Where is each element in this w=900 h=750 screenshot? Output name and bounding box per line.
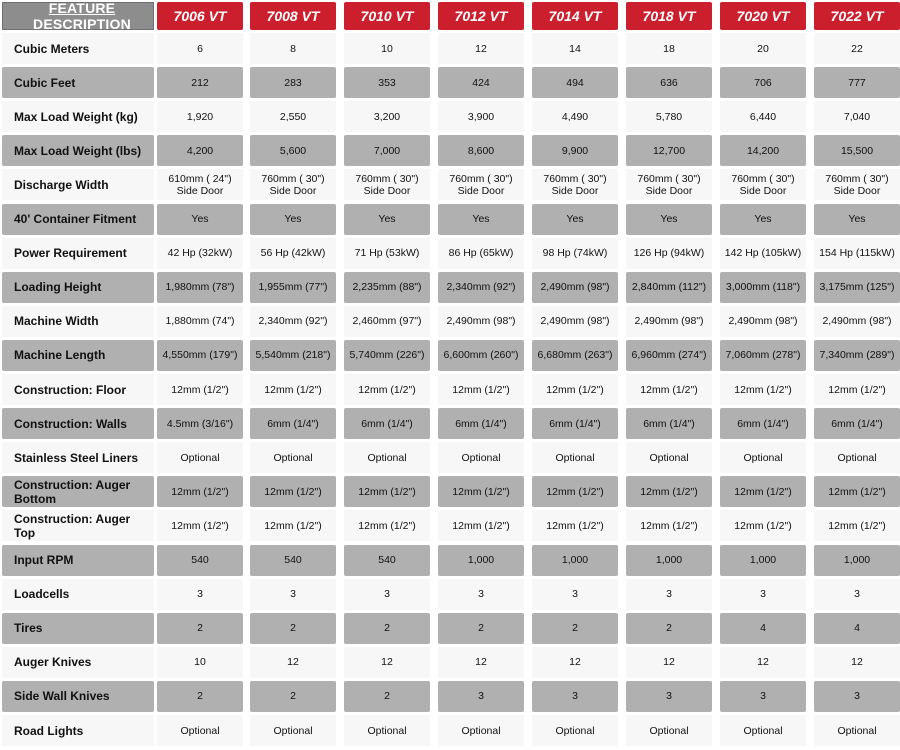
table-cell: 3 <box>532 681 618 712</box>
table-cell: Yes <box>532 204 618 235</box>
table-cell: 540 <box>157 545 243 576</box>
model-header-3: 7010 VT <box>344 2 430 30</box>
table-cell: 3 <box>344 579 430 610</box>
table-cell: 12 <box>438 33 524 64</box>
table-cell: 12mm (1/2") <box>344 476 430 507</box>
table-cell: 6mm (1/4") <box>438 408 524 439</box>
table-cell: 6mm (1/4") <box>626 408 712 439</box>
table-cell: 98 Hp (74kW) <box>532 238 618 269</box>
table-cell: 12mm (1/2") <box>626 476 712 507</box>
table-cell: 1,000 <box>626 545 712 576</box>
table-cell: Optional <box>438 442 524 473</box>
table-cell: 10 <box>344 33 430 64</box>
model-header-4: 7012 VT <box>438 2 524 30</box>
table-cell: 12mm (1/2") <box>438 374 524 405</box>
table-cell: 5,600 <box>250 135 336 166</box>
table-cell: 12 <box>814 647 900 678</box>
table-cell: 2,340mm (92") <box>438 272 524 303</box>
table-cell: 9,900 <box>532 135 618 166</box>
table-cell: 540 <box>344 545 430 576</box>
table-cell: 760mm ( 30") Side Door <box>250 169 336 200</box>
row-label: Loading Height <box>2 272 154 303</box>
table-cell: 12mm (1/2") <box>814 510 900 541</box>
table-cell: 3 <box>157 579 243 610</box>
table-cell: 1,000 <box>532 545 618 576</box>
table-cell: 2 <box>344 613 430 644</box>
table-cell: 20 <box>720 33 806 64</box>
table-cell: 4.5mm (3/16") <box>157 408 243 439</box>
table-cell: 12mm (1/2") <box>626 510 712 541</box>
table-cell: 3 <box>814 681 900 712</box>
table-cell: 142 Hp (105kW) <box>720 238 806 269</box>
model-header-8: 7022 VT <box>814 2 900 30</box>
table-cell: 5,540mm (218") <box>250 340 336 371</box>
table-cell: 2,490mm (98") <box>438 306 524 337</box>
table-cell: Yes <box>438 204 524 235</box>
table-cell: 3 <box>720 681 806 712</box>
row-label: Loadcells <box>2 579 154 610</box>
table-cell: 12mm (1/2") <box>344 374 430 405</box>
table-cell: 12 <box>532 647 618 678</box>
table-cell: 7,040 <box>814 101 900 132</box>
table-cell: Optional <box>157 715 243 746</box>
table-cell: 2 <box>157 681 243 712</box>
table-cell: Optional <box>250 442 336 473</box>
table-cell: 1,955mm (77") <box>250 272 336 303</box>
model-header-5: 7014 VT <box>532 2 618 30</box>
table-cell: 494 <box>532 67 618 98</box>
row-label: 40' Container Fitment <box>2 204 154 235</box>
table-cell: 6mm (1/4") <box>532 408 618 439</box>
model-header-2: 7008 VT <box>250 2 336 30</box>
table-cell: 10 <box>157 647 243 678</box>
table-cell: 5,740mm (226") <box>344 340 430 371</box>
table-cell: 760mm ( 30") Side Door <box>532 169 618 200</box>
table-cell: 12 <box>344 647 430 678</box>
table-cell: 3,900 <box>438 101 524 132</box>
table-cell: 6mm (1/4") <box>344 408 430 439</box>
table-cell: 777 <box>814 67 900 98</box>
table-cell: 12mm (1/2") <box>157 510 243 541</box>
table-cell: 7,000 <box>344 135 430 166</box>
table-cell: 760mm ( 30") Side Door <box>626 169 712 200</box>
table-cell: 3 <box>626 579 712 610</box>
table-cell: 22 <box>814 33 900 64</box>
table-cell: 1,920 <box>157 101 243 132</box>
table-cell: 540 <box>250 545 336 576</box>
table-cell: 283 <box>250 67 336 98</box>
table-cell: 3,200 <box>344 101 430 132</box>
table-cell: Optional <box>532 442 618 473</box>
table-cell: 5,780 <box>626 101 712 132</box>
table-cell: 1,000 <box>438 545 524 576</box>
table-cell: Optional <box>344 442 430 473</box>
table-cell: 14 <box>532 33 618 64</box>
table-cell: Yes <box>720 204 806 235</box>
table-cell: 4,200 <box>157 135 243 166</box>
model-header-1: 7006 VT <box>157 2 243 30</box>
table-cell: Optional <box>814 442 900 473</box>
table-cell: 610mm ( 24") Side Door <box>157 169 243 200</box>
table-cell: 12 <box>626 647 712 678</box>
table-cell: 6,440 <box>720 101 806 132</box>
table-cell: 3 <box>438 681 524 712</box>
table-cell: 2 <box>157 613 243 644</box>
table-cell: 353 <box>344 67 430 98</box>
table-cell: 4 <box>814 613 900 644</box>
table-cell: 12mm (1/2") <box>720 510 806 541</box>
table-cell: 6mm (1/4") <box>720 408 806 439</box>
table-cell: 1,000 <box>720 545 806 576</box>
table-cell: 3 <box>720 579 806 610</box>
feature-description-header: FEATURE DESCRIPTION <box>2 2 154 30</box>
table-cell: 12mm (1/2") <box>438 476 524 507</box>
table-cell: 12mm (1/2") <box>438 510 524 541</box>
table-cell: Optional <box>250 715 336 746</box>
table-cell: 8,600 <box>438 135 524 166</box>
table-cell: 12mm (1/2") <box>720 476 806 507</box>
table-cell: 12mm (1/2") <box>250 476 336 507</box>
table-cell: 2,235mm (88") <box>344 272 430 303</box>
row-label: Construction: Auger Top <box>2 510 154 541</box>
table-cell: 1,980mm (78") <box>157 272 243 303</box>
table-cell: 12 <box>720 647 806 678</box>
table-cell: 12mm (1/2") <box>814 374 900 405</box>
table-cell: Optional <box>532 715 618 746</box>
table-cell: 86 Hp (65kW) <box>438 238 524 269</box>
row-label: Construction: Auger Bottom <box>2 476 154 507</box>
table-cell: 6,680mm (263") <box>532 340 618 371</box>
table-cell: 760mm ( 30") Side Door <box>720 169 806 200</box>
row-label: Cubic Feet <box>2 67 154 98</box>
table-cell: 154 Hp (115kW) <box>814 238 900 269</box>
table-cell: 1,880mm (74") <box>157 306 243 337</box>
table-cell: 1,000 <box>814 545 900 576</box>
model-header-7: 7020 VT <box>720 2 806 30</box>
table-cell: 6mm (1/4") <box>814 408 900 439</box>
row-label: Construction: Walls <box>2 408 154 439</box>
table-cell: Yes <box>626 204 712 235</box>
table-cell: Yes <box>157 204 243 235</box>
table-cell: 760mm ( 30") Side Door <box>814 169 900 200</box>
table-cell: 636 <box>626 67 712 98</box>
table-cell: 706 <box>720 67 806 98</box>
table-cell: 12mm (1/2") <box>532 374 618 405</box>
table-cell: 12mm (1/2") <box>250 510 336 541</box>
table-cell: Yes <box>344 204 430 235</box>
table-cell: 8 <box>250 33 336 64</box>
table-cell: 2,840mm (112") <box>626 272 712 303</box>
table-cell: 12mm (1/2") <box>157 374 243 405</box>
table-cell: 2,490mm (98") <box>814 306 900 337</box>
table-cell: 2,460mm (97") <box>344 306 430 337</box>
table-cell: Optional <box>720 715 806 746</box>
table-cell: 2,340mm (92") <box>250 306 336 337</box>
table-cell: 2,490mm (98") <box>532 272 618 303</box>
table-cell: 12mm (1/2") <box>814 476 900 507</box>
table-cell: 2 <box>438 613 524 644</box>
table-cell: 14,200 <box>720 135 806 166</box>
row-label: Stainless Steel Liners <box>2 442 154 473</box>
table-cell: Optional <box>814 715 900 746</box>
table-cell: 2 <box>344 681 430 712</box>
table-cell: 71 Hp (53kW) <box>344 238 430 269</box>
table-cell: 12mm (1/2") <box>250 374 336 405</box>
table-cell: 6mm (1/4") <box>250 408 336 439</box>
table-cell: 7,340mm (289") <box>814 340 900 371</box>
table-cell: 126 Hp (94kW) <box>626 238 712 269</box>
table-cell: 4,490 <box>532 101 618 132</box>
table-cell: 760mm ( 30") Side Door <box>344 169 430 200</box>
table-cell: 12 <box>250 647 336 678</box>
table-cell: 3 <box>626 681 712 712</box>
table-cell: 3,000mm (118") <box>720 272 806 303</box>
model-header-6: 7018 VT <box>626 2 712 30</box>
table-cell: 2 <box>532 613 618 644</box>
table-cell: 212 <box>157 67 243 98</box>
table-cell: 3 <box>532 579 618 610</box>
row-label: Machine Width <box>2 306 154 337</box>
row-label: Auger Knives <box>2 647 154 678</box>
table-cell: 12mm (1/2") <box>532 476 618 507</box>
table-cell: 18 <box>626 33 712 64</box>
table-cell: Optional <box>438 715 524 746</box>
row-label: Discharge Width <box>2 169 154 200</box>
table-cell: 3 <box>814 579 900 610</box>
table-cell: Yes <box>814 204 900 235</box>
row-label: Cubic Meters <box>2 33 154 64</box>
table-cell: Optional <box>344 715 430 746</box>
table-cell: 12 <box>438 647 524 678</box>
row-label: Max Load Weight (kg) <box>2 101 154 132</box>
row-label: Construction: Floor <box>2 374 154 405</box>
table-cell: 2 <box>250 681 336 712</box>
table-cell: 12mm (1/2") <box>344 510 430 541</box>
table-cell: 12,700 <box>626 135 712 166</box>
table-cell: 6,960mm (274") <box>626 340 712 371</box>
table-cell: Optional <box>157 442 243 473</box>
row-label: Side Wall Knives <box>2 681 154 712</box>
table-cell: Optional <box>626 715 712 746</box>
row-label: Road Lights <box>2 715 154 746</box>
table-cell: 2,490mm (98") <box>532 306 618 337</box>
row-label: Tires <box>2 613 154 644</box>
table-cell: 15,500 <box>814 135 900 166</box>
table-cell: 56 Hp (42kW) <box>250 238 336 269</box>
row-label: Max Load Weight (lbs) <box>2 135 154 166</box>
row-label: Power Requirement <box>2 238 154 269</box>
table-cell: 2,490mm (98") <box>626 306 712 337</box>
table-cell: 7,060mm (278") <box>720 340 806 371</box>
table-cell: 760mm ( 30") Side Door <box>438 169 524 200</box>
table-cell: 2,490mm (98") <box>720 306 806 337</box>
table-cell: 3,175mm (125") <box>814 272 900 303</box>
table-cell: Yes <box>250 204 336 235</box>
table-cell: Optional <box>626 442 712 473</box>
table-cell: 6,600mm (260") <box>438 340 524 371</box>
table-cell: 12mm (1/2") <box>157 476 243 507</box>
table-cell: 3 <box>250 579 336 610</box>
table-cell: 424 <box>438 67 524 98</box>
table-cell: 3 <box>438 579 524 610</box>
table-cell: 12mm (1/2") <box>532 510 618 541</box>
row-label: Machine Length <box>2 340 154 371</box>
table-cell: 6 <box>157 33 243 64</box>
table-cell: 12mm (1/2") <box>626 374 712 405</box>
table-cell: 2 <box>626 613 712 644</box>
table-cell: 2 <box>250 613 336 644</box>
row-label: Input RPM <box>2 545 154 576</box>
table-cell: 4 <box>720 613 806 644</box>
table-cell: 12mm (1/2") <box>720 374 806 405</box>
table-cell: 4,550mm (179") <box>157 340 243 371</box>
table-cell: Optional <box>720 442 806 473</box>
table-cell: 2,550 <box>250 101 336 132</box>
table-cell: 42 Hp (32kW) <box>157 238 243 269</box>
